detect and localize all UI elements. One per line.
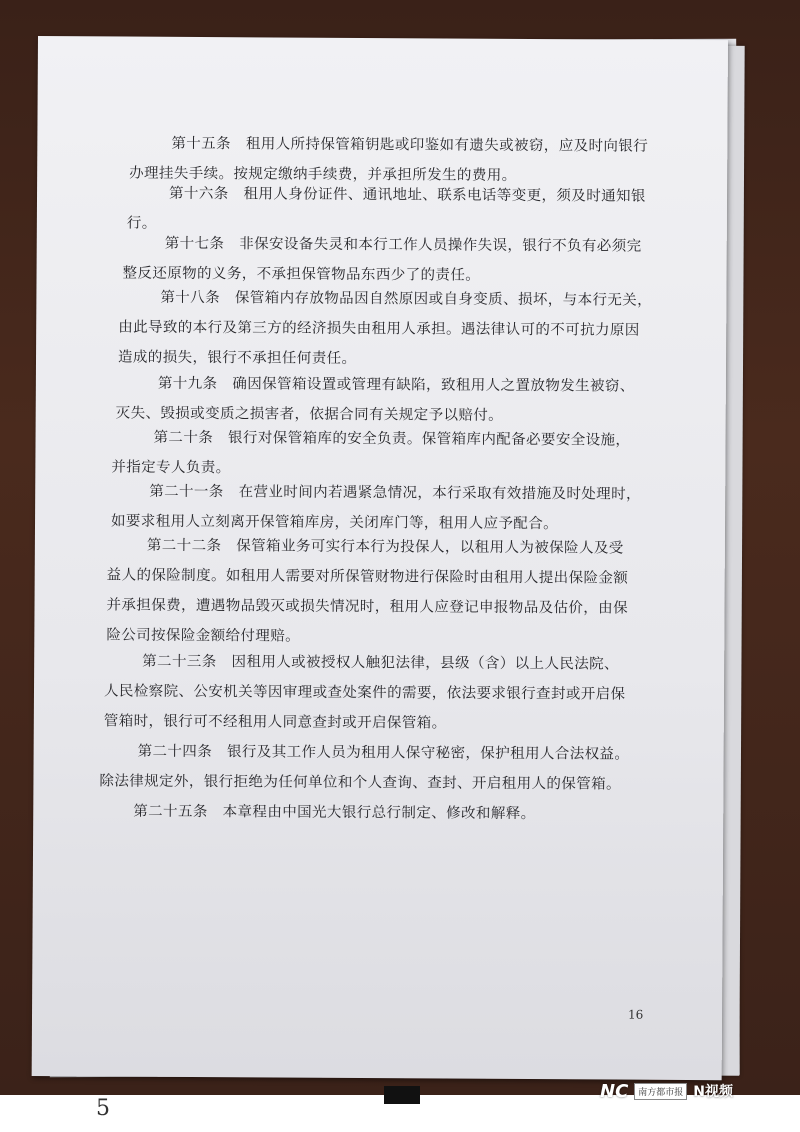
article-line: 管箱时，银行可不经租用人同意查封或开启保管箱。 [103, 713, 447, 732]
article-line: 人民检察院、公安机关等因审理或查处案件的需要，依法要求银行查封或开启保 [103, 683, 626, 703]
article-line: 第二十四条 银行及其工作人员为租用人保守秘密，保护租用人合法权益。 [137, 743, 630, 763]
article-23 [34, 646, 725, 740]
article-25 [33, 796, 723, 830]
article-line: 由此导致的本行及第三方的经济损失由租用人承担。遇法律认可的不可抗力原因 [118, 319, 640, 339]
article-line: 第二十五条 本章程由中国光大银行总行制定、修改和解释。 [133, 803, 536, 823]
article-line: 第十六条 租用人身份证件、通讯地址、联系电话等变更，须及时通知银 [168, 185, 646, 205]
article-line: 造成的损失，银行不承担任何责任。 [117, 349, 357, 367]
article-line: 如要求租用人立刻离开保管箱库房，关闭库门等，租用人应予配合。 [110, 513, 559, 533]
article-line: 第十五条 租用人所持保管箱钥匙或印鉴如有遗失或被窃，应及时向银行 [171, 135, 649, 155]
watermark-logo-icon: NC [600, 1080, 629, 1102]
article-24 [33, 736, 723, 800]
article-line: 第二十一条 在营业时间内若遇紧急情况，本行采取有效措施及时处理时， [149, 483, 641, 503]
article-line: 整反还原物的义务，不承担保管物品东西少了的责任。 [122, 265, 481, 284]
article-line: 第二十条 银行对保管箱库的安全负责。保管箱库内配备必要安全设施， [153, 429, 631, 449]
article-line: 办理挂失手续。按规定缴纳手续费，并承担所发生的费用。 [129, 165, 517, 184]
watermark-publisher: 南方都市报 [634, 1083, 687, 1100]
document-page [32, 36, 728, 1080]
article-line: 险公司按保险金额给付理赔。 [106, 627, 301, 645]
article-line: 灭失、毁损或变质之损害者，依据合同有关规定予以赔付。 [115, 405, 504, 424]
article-18 [36, 282, 727, 376]
article-22 [34, 530, 725, 654]
article-line: 第十九条 确因保管箱设置或管理有缺陷，致租用人之置放物发生被窃、 [157, 375, 635, 395]
article-line: 第十八条 保管箱内存放物品因自然原因或自身变质、损坏，与本行无关， [160, 289, 653, 309]
article-line: 行。 [126, 215, 157, 232]
footer-black-block [384, 1086, 420, 1104]
article-line: 并承担保费，遭遇物品毁灭或损失情况时，租用人应登记申报物品及估价，由保 [106, 597, 629, 617]
page-number: 16 [627, 1007, 644, 1022]
article-line: 第二十二条 保管箱业务可实行本行为投保人，以租用人为被保险人及受 [146, 537, 624, 557]
article-line: 第二十三条 因租用人或被授权人触犯法律，县级（含）以上人民法院、 [142, 653, 620, 673]
article-line: 并指定专人负责。 [111, 459, 231, 477]
article-line: 益人的保险制度。如租用人需要对所保管财物进行保险时由租用人提出保险金额 [106, 567, 629, 587]
watermark [600, 1080, 733, 1102]
article-line: 除法律规定外，银行拒绝为任何单位和个人查询、查封、开启租用人的保管箱。 [99, 773, 621, 793]
watermark-video-label: N视频 [693, 1084, 734, 1100]
footer-digit: 5 [96, 1096, 110, 1121]
article-line: 第十七条 非保安设备失灵和本行工作人员操作失误，银行不负有必须完 [164, 235, 642, 255]
